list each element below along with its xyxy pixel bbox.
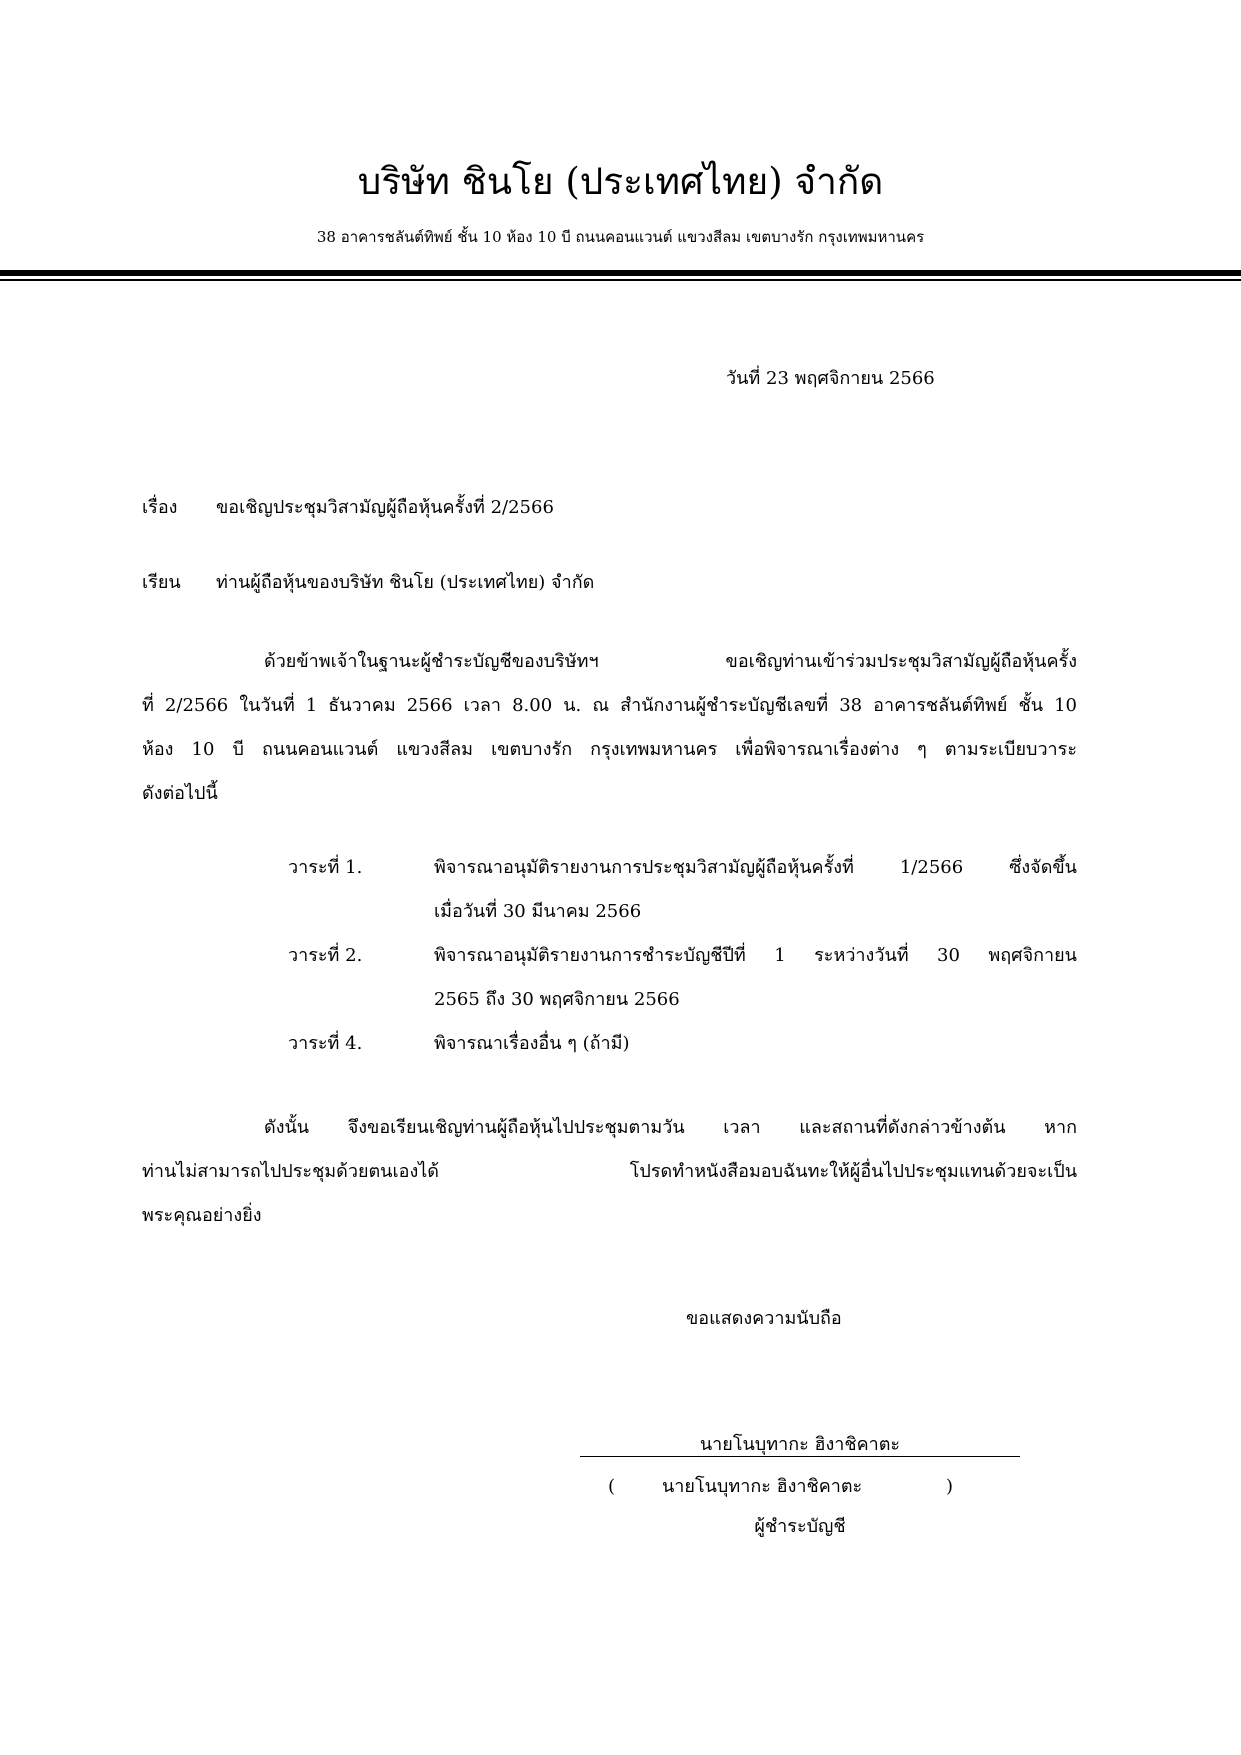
- body-paragraph-2: [142, 1106, 1077, 1238]
- recipient-row: [142, 570, 594, 596]
- body-paragraph-1-line: ห้อง 10 บี ถนนคอนแวนต์ แขวงสีลม เขตบางรัก กรุงเทพมหานคร เพื่อพิจารณาเรื่องต่าง ๆ ตามระเบียบวาระ: [142, 739, 1077, 760]
- body-paragraph-2-line: พระคุณอย่างยิ่ง: [142, 1205, 262, 1226]
- agenda-item-line: พิจารณาอนุมัติรายงานการประชุมวิสามัญผู้ถือหุ้นครั้งที่ 1/2566 ซึ่งจัดขึ้น: [434, 857, 1077, 878]
- agenda-item-text: [434, 934, 1077, 1022]
- agenda-item-1: [288, 846, 1077, 934]
- body-paragraph-2-line: ท่านไม่สามารถไปประชุมด้วยตนเองได้ โปรดทำหนังสือมอบฉันทะให้ผู้อื่นไปประชุมแทนด้วยจะเป็น: [142, 1161, 1077, 1182]
- body-paragraph-1-line: ที่ 2/2566 ในวันที่ 1 ธันวาคม 2566 เวลา 8.00 น. ณ สำนักงานผู้ชำระบัญชีเลขที่ 38 อาคารชลันต์ทิพย์ ชั้น 10: [142, 695, 1077, 716]
- body-paragraph-2-line: ดังนั้น จึงขอเรียนเชิญท่านผู้ถือหุ้นไปประชุมตามวัน เวลา และสถานที่ดังกล่าวข้างต้น หาก: [264, 1117, 1077, 1138]
- signature-paren-open: (: [608, 1476, 616, 1497]
- signature-name: นายโนบุทากะ ฮิงาชิคาตะ: [699, 1434, 901, 1455]
- signature-paren-close: ): [946, 1476, 954, 1497]
- agenda-item-2: [288, 934, 1077, 1022]
- body-paragraph-1-line: ด้วยข้าพเจ้าในฐานะผู้ชำระบัญชีของบริษัทฯ ขอเชิญท่านเข้าร่วมประชุมวิสามัญผู้ถือหุ้นครั้ง: [264, 651, 1077, 672]
- agenda-item-3: [288, 1022, 1077, 1066]
- subject-label: เรื่อง: [142, 497, 178, 518]
- signature-title: ผู้ชำระบัญชี: [754, 1516, 846, 1537]
- body-paragraph-1: [142, 640, 1077, 816]
- signature-line: [580, 1456, 1020, 1457]
- signature-printed-name: นายโนบุทากะ ฮิงาชิคาตะ: [662, 1476, 863, 1497]
- agenda-item-text: [434, 846, 1077, 934]
- agenda-item-line: พิจารณาอนุมัติรายงานการชำระบัญชีปีที่ 1 ระหว่างวันที่ 30 พฤศจิกายน: [434, 945, 1077, 966]
- letter-date: วันที่ 23 พฤศจิกายน 2566: [726, 368, 935, 389]
- agenda-item-line: เมื่อวันที่ 30 มีนาคม 2566: [434, 901, 642, 922]
- recipient-label: เรียน: [142, 572, 181, 593]
- letterhead-divider-thick: [0, 270, 1241, 276]
- letterhead-divider-thin: [0, 279, 1241, 281]
- agenda-item-label: วาระที่ 1.: [288, 857, 363, 878]
- agenda-item-line: พิจารณาเรื่องอื่น ๆ (ถ้ามี): [434, 1033, 630, 1054]
- closing-salutation: ขอแสดงความนับถือ: [686, 1308, 842, 1329]
- agenda-item-label: วาระที่ 4.: [288, 1033, 363, 1054]
- agenda-item-text: [434, 1022, 1077, 1066]
- company-address: 38 อาคารชลันต์ทิพย์ ชั้น 10 ห้อง 10 บี ถนนคอนแวนต์ แขวงสีลม เขตบางรัก กรุงเทพมหานคร: [316, 228, 925, 246]
- subject-text: ขอเชิญประชุมวิสามัญผู้ถือหุ้นครั้งที่ 2/2566: [216, 497, 554, 518]
- agenda-item-label: วาระที่ 2.: [288, 945, 363, 966]
- agenda-item-line: 2565 ถึง 30 พฤศจิกายน 2566: [434, 989, 680, 1010]
- body-paragraph-1-line: ดังต่อไปนี้: [142, 783, 218, 804]
- subject-row: [142, 495, 554, 521]
- company-name: บริษัท ชินโย (ประเทศไทย) จำกัด: [357, 160, 884, 203]
- recipient-text: ท่านผู้ถือหุ้นของบริษัท ชินโย (ประเทศไทย) จำกัด: [216, 572, 595, 593]
